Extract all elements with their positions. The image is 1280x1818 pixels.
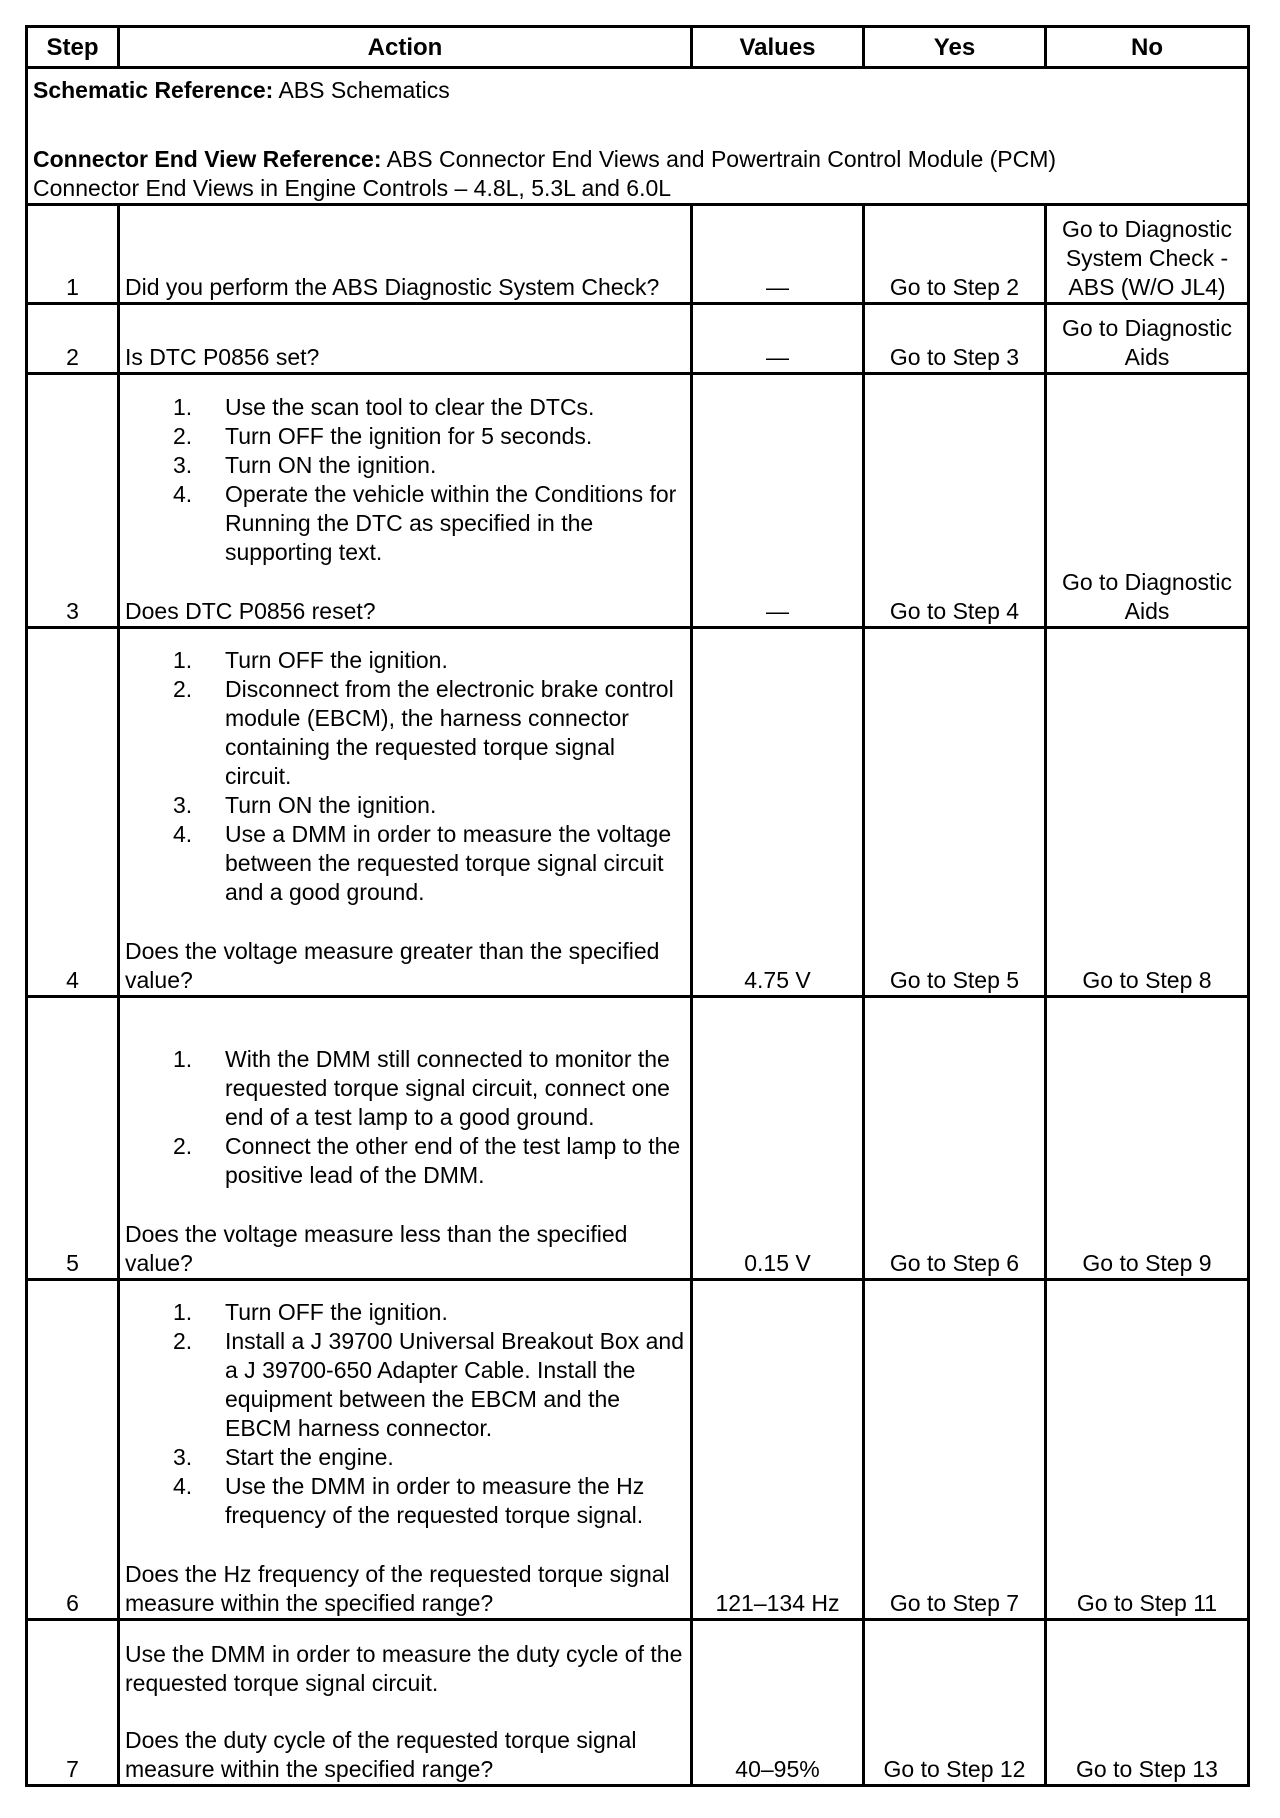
yes-cell: Go to Step 7 (864, 1280, 1046, 1620)
table-row (27, 205, 1249, 304)
list-item: 1. Use the scan tool to clear the DTCs. (173, 394, 595, 420)
yes-cell: Go to Step 5 (864, 628, 1046, 997)
list-item: 1. With the DMM still connected to monitor the requested torque signal circuit, connect one end of a test lamp to a good ground. (173, 1046, 670, 1130)
diagnostic-table (25, 25, 1250, 1787)
step-number: 7 (27, 1620, 119, 1786)
no-cell: Go to Diagnostic System Check - ABS (W/O JL4) (1046, 205, 1249, 304)
table-row (27, 628, 1249, 997)
no-cell: Go to Step 8 (1046, 628, 1249, 997)
step-number: 5 (27, 997, 119, 1280)
header-values: Values (692, 27, 864, 68)
substep-text: Install a J 39700 Universal Breakout Box and a J 39700-650 Adapter Cable. Install the equipment between the EBCM and the EBCM harness connector. (225, 1328, 684, 1441)
table-row (27, 1620, 1249, 1786)
value-cell: 121–134 Hz (692, 1280, 864, 1620)
list-item: 2. Disconnect from the electronic brake control module (EBCM), the harness connector containing the requested torque signal circuit. (173, 676, 674, 789)
list-item: 1. Turn OFF the ignition. (173, 1299, 448, 1325)
header-row (27, 27, 1249, 68)
reference-cell (27, 68, 1249, 205)
question-text: Does the duty cycle of the requested torque signal measure within the specified range? (125, 1727, 637, 1782)
action-cell (119, 374, 692, 628)
substep-text: Disconnect from the electronic brake control module (EBCM), the harness connector containing the requested torque signal circuit. (225, 676, 674, 789)
table-row (27, 304, 1249, 374)
substep-text: Turn ON the ignition. (225, 792, 437, 818)
list-item: 3. Start the engine. (173, 1444, 394, 1470)
substep-text: Turn OFF the ignition. (225, 647, 448, 673)
action-cell (119, 628, 692, 997)
table-row (27, 374, 1249, 628)
list-item: 3. Turn ON the ignition. (173, 792, 437, 818)
list-item: 2. Turn OFF the ignition for 5 seconds. (173, 423, 593, 449)
no-cell: Go to Step 11 (1046, 1280, 1249, 1620)
value-cell: — (692, 205, 864, 304)
substep-text: Connect the other end of the test lamp to the positive lead of the DMM. (225, 1133, 681, 1188)
connector-reference-continued: Connector End Views in Engine Controls – 4.8L, 5.3L and 6.0L (33, 175, 672, 201)
yes-cell: Go to Step 6 (864, 997, 1046, 1280)
schematic-reference (33, 76, 1242, 105)
header-step: Step (27, 27, 119, 68)
yes-cell: Go to Step 3 (864, 304, 1046, 374)
action-cell: Is DTC P0856 set? (119, 304, 692, 374)
substep-text: With the DMM still connected to monitor the requested torque signal circuit, connect one end of a test lamp to a good ground. (225, 1046, 670, 1130)
table-row (27, 997, 1249, 1280)
connector-reference-text: ABS Connector End Views and Powertrain Control Module (PCM) (381, 146, 1057, 172)
action-text: Use the DMM in order to measure the duty cycle of the requested torque signal circuit. (125, 1641, 683, 1696)
step-number: 2 (27, 304, 119, 374)
schematic-reference-label: Schematic Reference: (33, 77, 274, 103)
list-item: 4. Operate the vehicle within the Conditions for Running the DTC as specified in the supporting text. (173, 481, 677, 565)
no-cell: Go to Diagnostic Aids (1046, 374, 1249, 628)
step-number: 1 (27, 205, 119, 304)
list-item: 4. Use a DMM in order to measure the voltage between the requested torque signal circuit and a good ground. (173, 821, 672, 905)
action-cell: Did you perform the ABS Diagnostic System Check? (119, 205, 692, 304)
value-cell: 0.15 V (692, 997, 864, 1280)
yes-cell: Go to Step 4 (864, 374, 1046, 628)
list-item: 4. Use the DMM in order to measure the Hz frequency of the requested torque signal. (173, 1473, 645, 1528)
substep-list (125, 1298, 685, 1530)
question-text: Does the Hz frequency of the requested torque signal measure within the specified range? (125, 1561, 670, 1616)
question-text: Does the voltage measure greater than the specified value? (125, 938, 660, 993)
step-number: 6 (27, 1280, 119, 1620)
list-item: 2. Install a J 39700 Universal Breakout Box and a J 39700-650 Adapter Cable. Install the equipment between the EBCM and the EBCM harness connector. (173, 1328, 684, 1441)
question-text: Does the voltage measure less than the specified value? (125, 1221, 628, 1276)
connector-reference (33, 145, 1242, 174)
reference-row (27, 68, 1249, 205)
question-text: Does DTC P0856 reset? (125, 598, 376, 624)
header-action: Action (119, 27, 692, 68)
value-cell: — (692, 304, 864, 374)
step-number: 4 (27, 628, 119, 997)
value-cell: — (692, 374, 864, 628)
list-item: 2. Connect the other end of the test lamp to the positive lead of the DMM. (173, 1133, 681, 1188)
substep-text: Turn OFF the ignition for 5 seconds. (225, 423, 593, 449)
yes-cell: Go to Step 2 (864, 205, 1046, 304)
substep-list (125, 393, 685, 567)
action-cell (119, 1280, 692, 1620)
step-number: 3 (27, 374, 119, 628)
list-item: 1. Turn OFF the ignition. (173, 647, 448, 673)
header-yes: Yes (864, 27, 1046, 68)
connector-reference-label: Connector End View Reference: (33, 146, 382, 172)
no-cell: Go to Step 13 (1046, 1620, 1249, 1786)
substep-text: Use a DMM in order to measure the voltage between the requested torque signal circuit and a good ground. (225, 821, 672, 905)
list-item: 3. Turn ON the ignition. (173, 452, 437, 478)
substep-list (125, 646, 685, 907)
table-row (27, 1280, 1249, 1620)
header-no: No (1046, 27, 1249, 68)
substep-text: Use the DMM in order to measure the Hz frequency of the requested torque signal. (225, 1473, 645, 1528)
action-cell (119, 1620, 692, 1786)
substep-text: Turn OFF the ignition. (225, 1299, 448, 1325)
value-cell: 40–95% (692, 1620, 864, 1786)
substep-text: Start the engine. (225, 1444, 394, 1470)
substep-list (125, 1045, 685, 1190)
substep-text: Operate the vehicle within the Conditions for Running the DTC as specified in the supporting text. (225, 481, 677, 565)
no-cell: Go to Step 9 (1046, 997, 1249, 1280)
value-cell: 4.75 V (692, 628, 864, 997)
substep-text: Use the scan tool to clear the DTCs. (225, 394, 595, 420)
action-cell (119, 997, 692, 1280)
no-cell: Go to Diagnostic Aids (1046, 304, 1249, 374)
yes-cell: Go to Step 12 (864, 1620, 1046, 1786)
schematic-reference-text: ABS Schematics (273, 77, 450, 103)
substep-text: Turn ON the ignition. (225, 452, 437, 478)
